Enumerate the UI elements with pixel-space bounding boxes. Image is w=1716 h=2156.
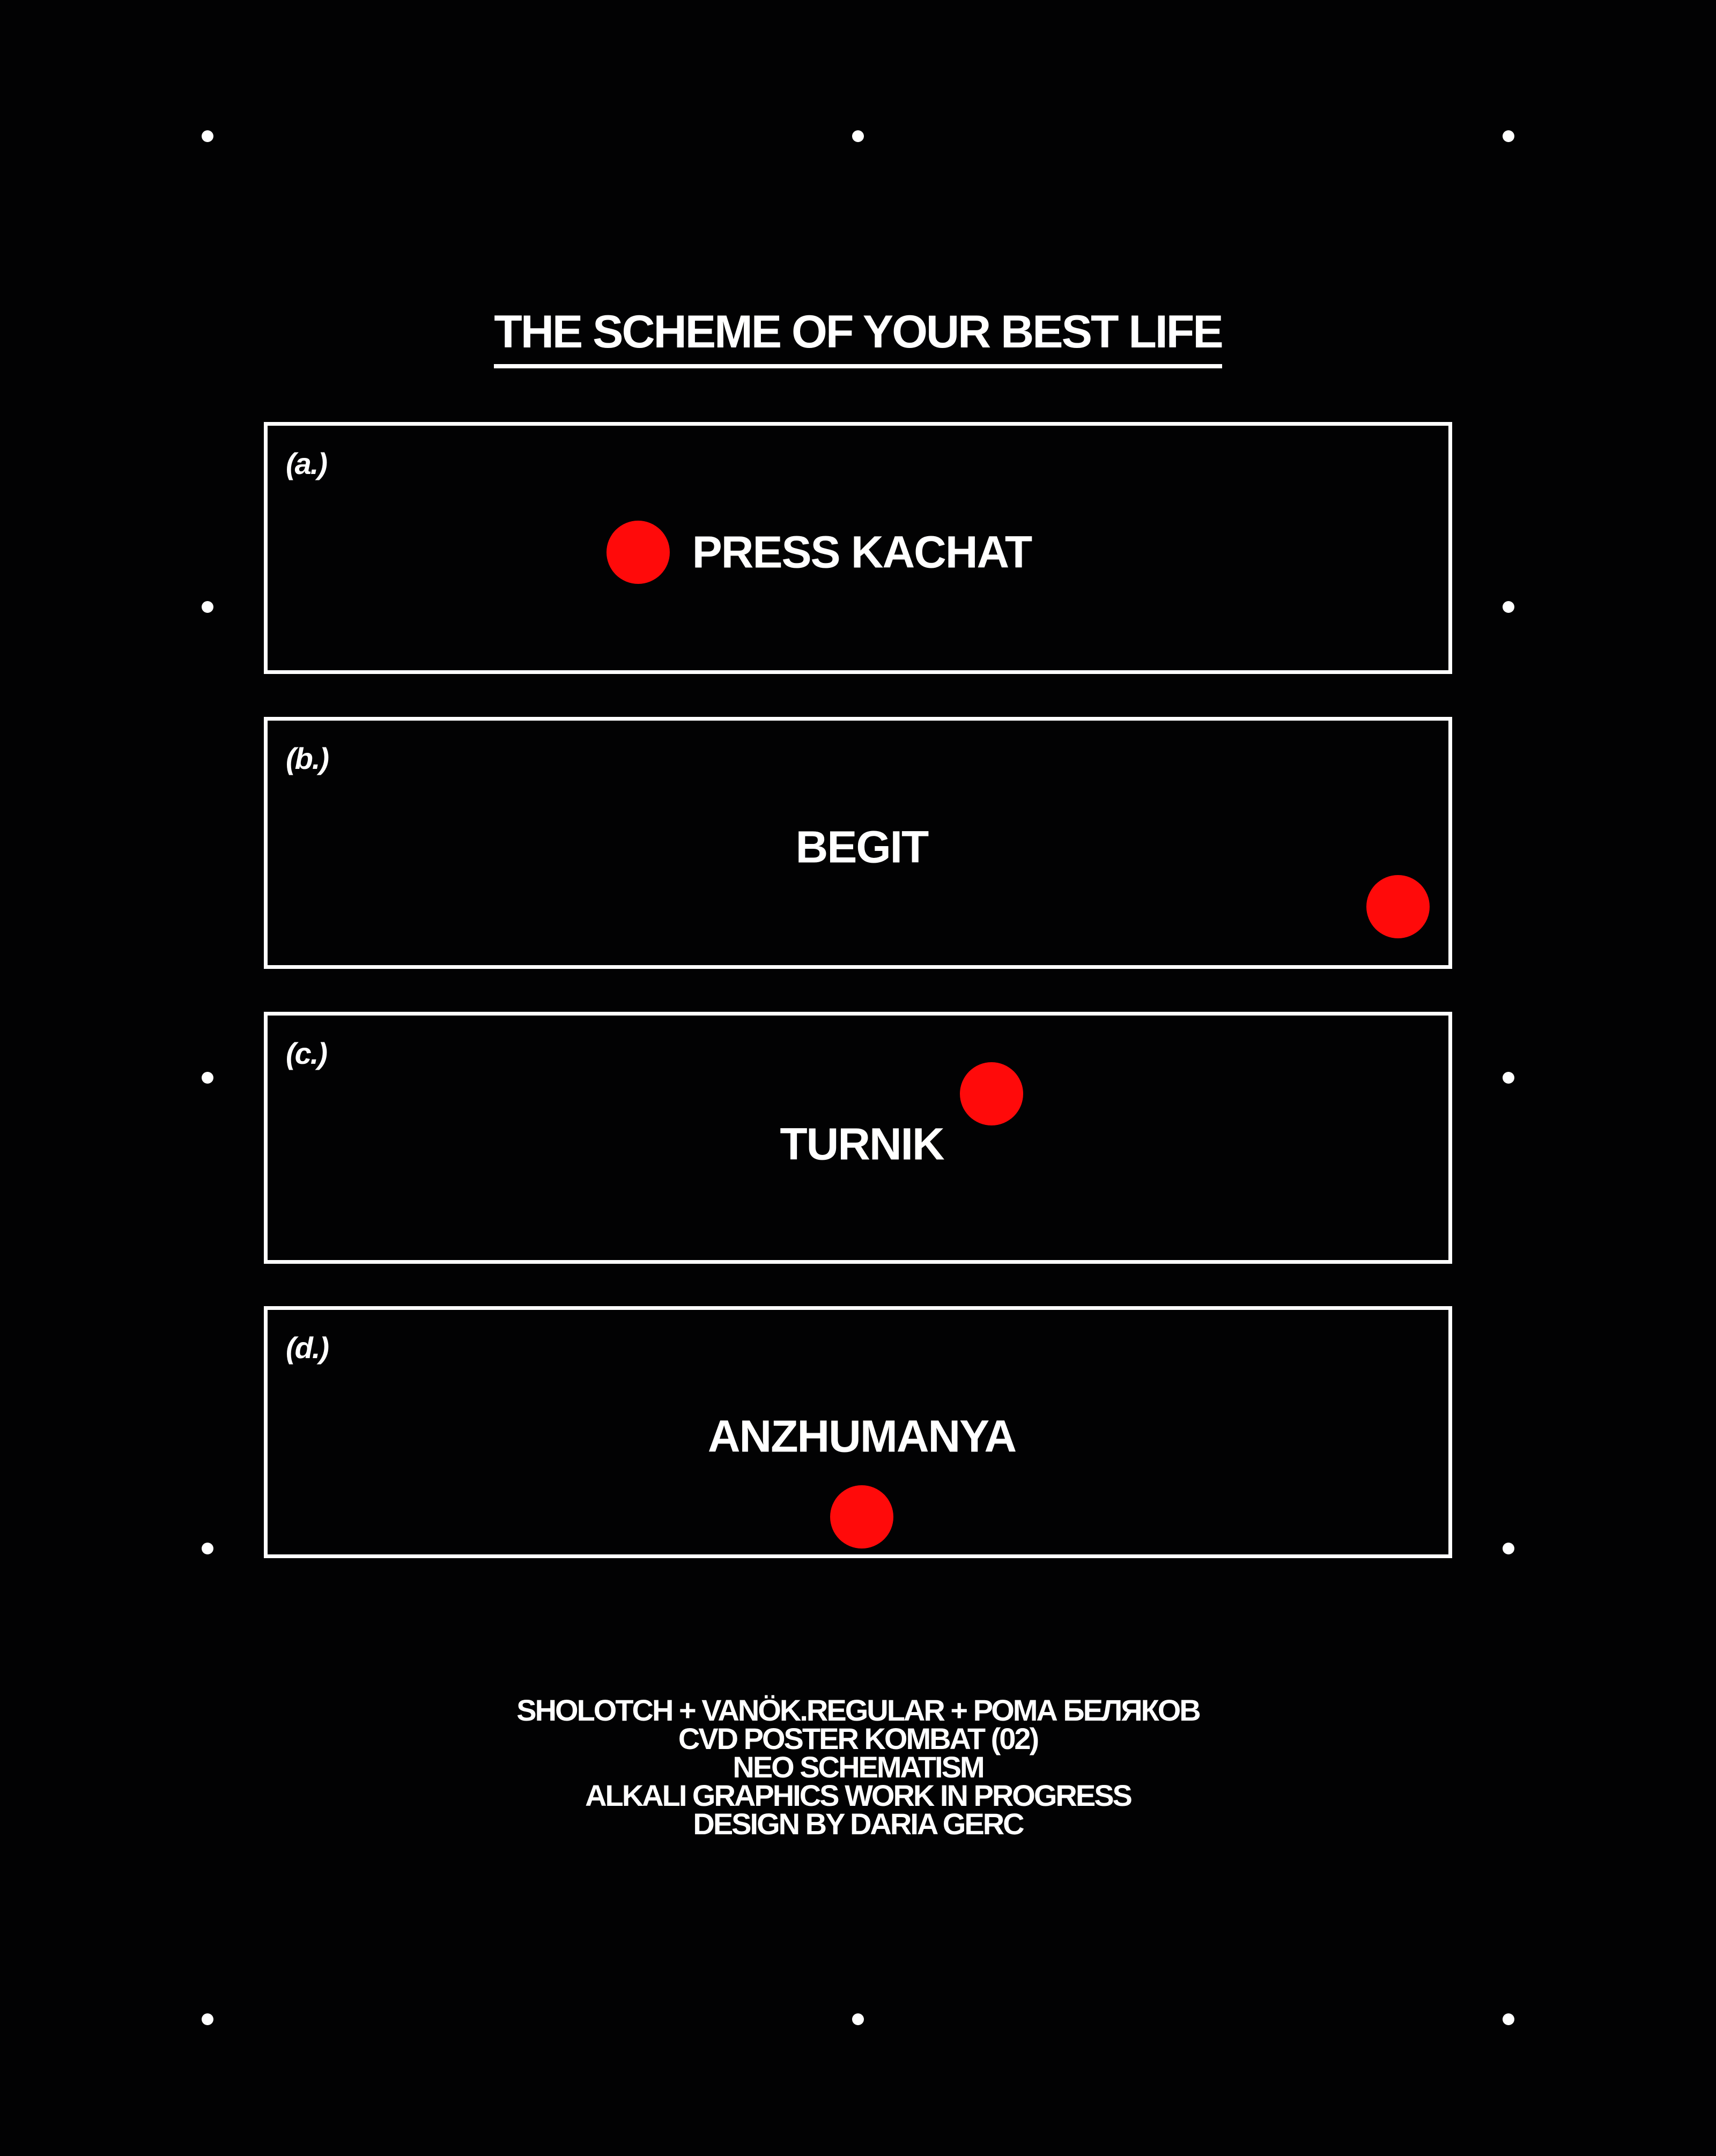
- registration-dot: [1503, 1543, 1514, 1554]
- red-dot: [830, 1485, 893, 1549]
- registration-dot: [202, 1072, 213, 1084]
- registration-dot: [202, 601, 213, 613]
- red-dot: [606, 521, 670, 584]
- registration-dot: [1503, 2013, 1514, 2025]
- panel-tag: (c.): [286, 1036, 327, 1070]
- panel-label: BEGIT: [795, 821, 928, 872]
- credit-line: NEO SCHEMATISM: [733, 1750, 983, 1784]
- panel-label: TURNIK: [780, 1118, 944, 1169]
- registration-dot: [1503, 601, 1514, 613]
- credits-block: [0, 1693, 1716, 1841]
- red-dot: [1366, 875, 1430, 938]
- registration-dot: [202, 1543, 213, 1554]
- credit-line: CVD POSTER KOMBAT (02): [678, 1722, 1038, 1755]
- credit-line: DESIGN BY DARIA GERC: [693, 1807, 1023, 1841]
- credit-line: ALKALI GRAPHICS WORK IN PROGRESS: [585, 1779, 1131, 1812]
- red-dot: [960, 1062, 1023, 1125]
- poster-title-text: THE SCHEME OF YOUR BEST LIFE: [494, 306, 1222, 368]
- panel-label: ANZHUMANYA: [707, 1411, 1016, 1462]
- registration-dot: [852, 130, 864, 142]
- poster-title: [0, 306, 1716, 368]
- panel-d: [264, 1306, 1452, 1558]
- credit-line: SHOLOTCH + VANÖK.REGULAR + РОМА БЕЛЯКОВ: [516, 1693, 1200, 1727]
- panel-tag: (d.): [286, 1331, 329, 1365]
- registration-dot: [202, 2013, 213, 2025]
- panel-label: PRESS KACHAT: [692, 527, 1032, 577]
- panel-tag: (a.): [286, 447, 327, 480]
- registration-dot: [852, 2013, 864, 2025]
- panel-b: [264, 717, 1452, 969]
- registration-dot: [202, 130, 213, 142]
- panel-c: [264, 1012, 1452, 1264]
- panel-tag: (b.): [286, 742, 329, 775]
- panel-a: [264, 422, 1452, 674]
- registration-dot: [1503, 1072, 1514, 1084]
- registration-dot: [1503, 130, 1514, 142]
